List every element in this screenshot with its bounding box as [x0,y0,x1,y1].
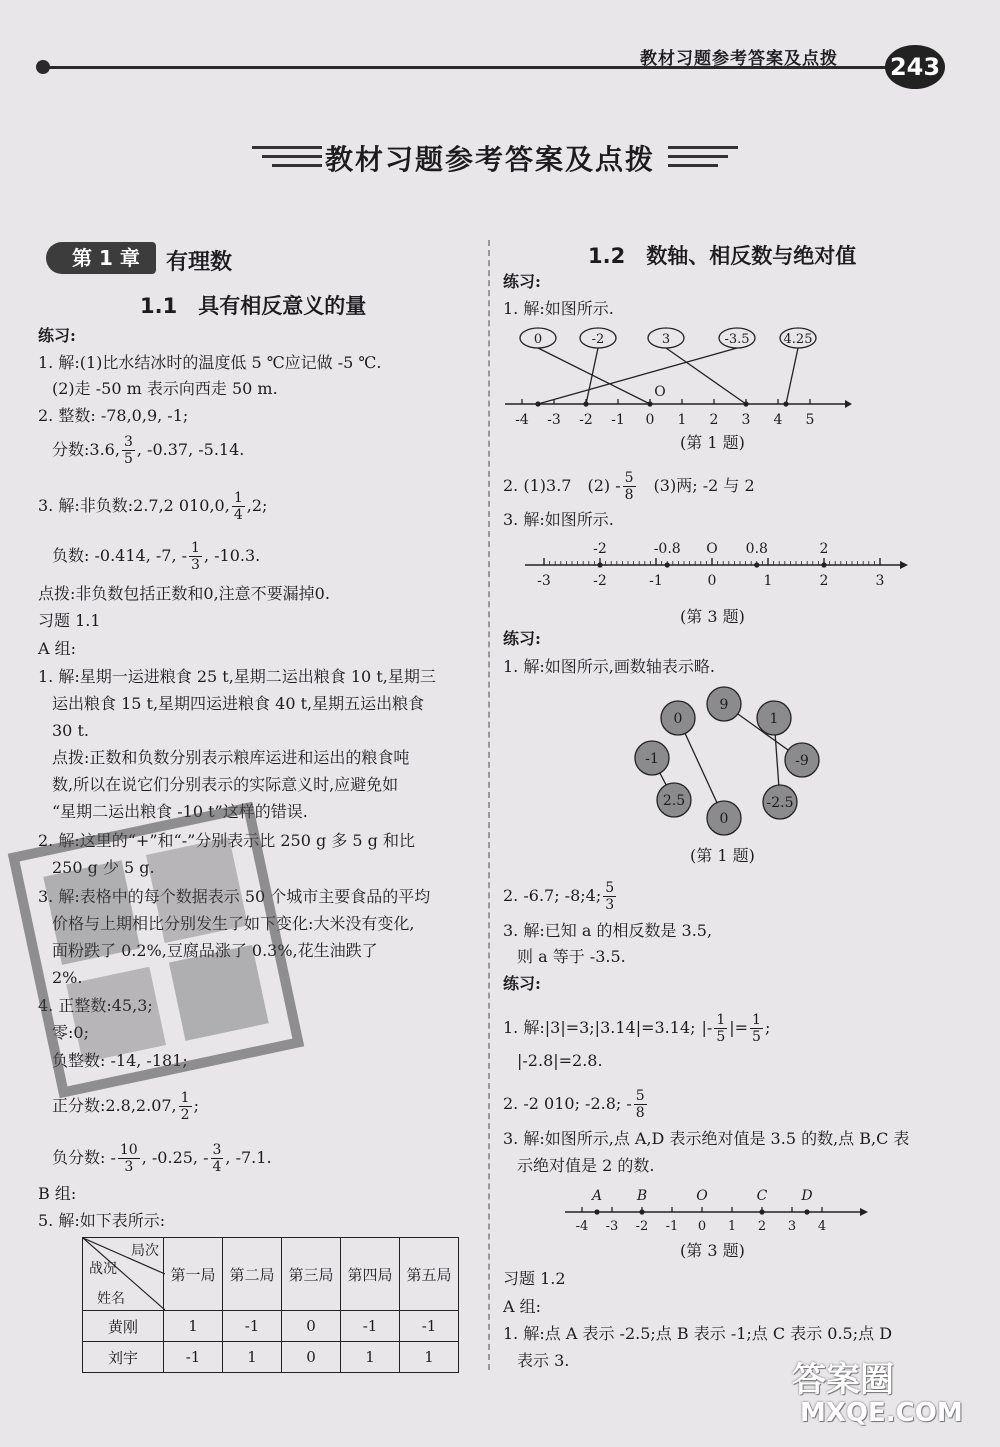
fraction: $\frac{3}{5}$ [123,434,133,467]
text-line: 4. 正整数:45,3; [38,996,153,1015]
tick-label: -2 [635,1219,649,1234]
text: 分数:3.6, [52,440,120,459]
point-label: C [756,1188,768,1204]
column-divider [488,240,490,1370]
text-line: B 组: [38,1184,77,1203]
text-line-with-fraction: 2. (1)3.7 (2) - $\frac{5}{8}$ (3)两; -2 与 2 [503,470,755,503]
text-line: 2. 整数: -78,0,9, -1; [38,406,189,425]
table-header: 第二局 [223,1238,282,1311]
section-title-1-2: 1.2 数轴、相反数与绝对值 [588,244,857,268]
mapping-line [538,348,737,404]
figure-caption: (第 1 题) [690,846,755,865]
corner-watermark-url: MXQE.COM [800,1398,963,1428]
text-line: 5. 解:如下表所示: [38,1211,166,1230]
figure-3-absolute-value-line [560,1178,880,1234]
stamp-watermark [0,772,334,1128]
table-cell: 1 [223,1342,282,1373]
tick-label: 3 [741,412,751,428]
text-line: 250 g 少 5 g. [52,858,155,877]
text-line-with-fraction: 3. 解:非负数:2.7,2 010,0, $\frac{1}{4}$ ,2; [38,490,268,523]
bubble-label: 4.25 [783,332,813,347]
text-line: 练习: [503,629,541,648]
axis-arrow [900,561,908,569]
tick-label: -3 [605,1219,619,1234]
figure-caption: (第 1 题) [680,433,745,452]
text-line: A 组: [38,639,77,658]
tick-label: 1 [677,412,687,428]
table-corner-cell [83,1238,164,1311]
table-header: 第五局 [400,1238,459,1311]
text-line: |-2.8|=2.8. [517,1051,603,1070]
text-line: 负整数: -14, -181; [52,1051,188,1070]
table-cell: -1 [400,1311,459,1342]
point-dot [665,562,670,567]
table-row [83,1342,459,1373]
text-line-with-fraction: 1. 解:|3|=3;|3.14|=3.14; |- $\frac{1}{5}$ |= $\frac{1}{5}$ ; [503,1012,771,1045]
text-line: 点拨:正数和负数分别表示粮库运进和运出的粮食吨 [52,748,410,767]
node-label: -1 [645,751,659,767]
text-line-with-fraction: 2. -2 010; -2.8; - $\frac{5}{8}$ [503,1088,645,1121]
text-line-with-fraction: 2. -6.7; -8;4; $\frac{5}{3}$ [503,880,615,913]
table-cell: 1 [341,1342,400,1373]
bubble-label: -3.5 [724,332,750,347]
point-dot [597,562,602,567]
table-row [83,1311,459,1342]
tick-label: -2 [579,412,593,428]
point-label: 2 [819,541,829,557]
tick-label: -1 [665,1219,679,1234]
axis-arrow [860,1208,868,1216]
mapping-line [586,348,598,404]
table-header: 第三局 [282,1238,341,1311]
point-label: D [801,1188,813,1204]
tick-label: -2 [593,573,607,589]
figure-1-number-line [500,320,860,430]
table-header: 第四局 [341,1238,400,1311]
node-label: 2.5 [662,793,686,809]
fraction: $\frac{1}{4}$ [233,490,243,523]
point-dot [583,401,588,406]
chapter-title: 有理数 [166,250,233,275]
point-label: B [636,1188,648,1204]
tick-label: 3 [787,1219,797,1234]
table-header: 第一局 [164,1238,223,1311]
bubble-label: 3 [661,332,671,347]
point-dot [647,401,652,406]
node-label: 0 [673,711,683,727]
tick-label: 0 [645,412,655,428]
node-label: -9 [795,753,809,769]
tick-label: -4 [575,1219,589,1234]
point-dot [743,401,748,406]
text-line: 练习: [503,272,541,291]
table-cell: 0 [282,1311,341,1342]
text-line-with-fraction: 正分数:2.8,2.07, $\frac{1}{2}$ ; [52,1090,199,1123]
table-cell: 0 [282,1342,341,1373]
text-line: 习题 1.1 [38,611,101,630]
fraction: $\frac{1}{3}$ [191,540,200,573]
figure-circle-pairs [620,680,830,840]
point-label: A [591,1188,603,1204]
figure-3-number-line [520,535,920,600]
table-cell: -1 [341,1311,400,1342]
figure-caption: (第 3 题) [680,1241,745,1260]
tick-label: 0 [707,573,717,589]
text-line: 3. 解:如图所示,点 A,D 表示绝对值是 3.5 的数,点 B,C 表 [503,1129,910,1148]
tick-label: 3 [875,573,885,589]
text-line: 练习: [503,974,541,993]
point-dot [535,401,540,406]
tick-label: 1 [763,573,773,589]
text-line-with-fraction [52,434,244,467]
corner-label-bottom: 姓名 [97,1291,125,1307]
text-line: 则 a 等于 -3.5. [517,947,626,966]
text-line: 运出粮食 15 t,星期四运进粮食 40 t,星期五运出粮食 [52,694,425,713]
tick-label: -4 [515,412,529,428]
fraction: $\frac{5}{8}$ [635,1088,645,1121]
point-dot [759,1209,764,1214]
point-label: 0.8 [745,541,768,557]
page-number: 243 [885,45,945,89]
tick-label: 2 [757,1219,767,1234]
text-line: 1. 解:如图所示. [503,299,614,318]
running-title: 教材习题参考答案及点拨 [640,49,838,69]
node-label: -2.5 [766,795,794,811]
text-line: 练习: [38,326,76,345]
node-label: 9 [719,697,729,713]
table-cell: 刘宇 [83,1342,164,1373]
text: , -0.37, -5.14. [136,440,245,459]
bubble-label: -2 [591,332,605,347]
text-line: 30 t. [52,721,89,740]
tick-label: 5 [805,412,815,428]
text-line: A 组: [503,1297,542,1316]
point-dot [821,562,826,567]
table-cell: -1 [164,1342,223,1373]
text-line: 数,所以在说它们分别表示的实际意义时,应避免如 [52,775,399,794]
score-table [82,1237,459,1373]
tick-label: 2 [819,573,829,589]
fraction: $\frac{1}{5}$ [752,1012,761,1045]
tick-label: -3 [537,573,551,589]
node-label: 1 [769,711,779,727]
text-line: 1. 解:如图所示,画数轴表示略. [503,657,715,676]
table-cell: 黄刚 [83,1311,164,1342]
text-line: 1. 解:(1)比水结冰时的温度低 5 ℃应记做 -5 ℃. [38,353,382,372]
text-line: 习题 1.2 [503,1269,566,1288]
fraction: $\frac{1}{2}$ [180,1090,190,1123]
text-line: 2%. [52,968,83,987]
point-dot [639,1209,644,1214]
text-line: 价格与上期相比分别发生了如下变化:大米没有变化, [52,914,415,933]
text-line: 3. 解:已知 a 的相反数是 3.5, [503,921,713,940]
chapter-badge: 第 1 章 [46,242,156,274]
text-line: 3. 解:表格中的每个数据表示 50 个城市主要食品的平均 [38,887,431,906]
point-dot [754,562,759,567]
text-line: 2. 解:这里的“+”和“-”分别表示比 250 g 多 5 g 和比 [38,831,415,850]
corner-label-mid: 战况 [89,1261,117,1277]
fraction: $\frac{10}{3}$ [119,1142,138,1175]
tick-label: 2 [709,412,719,428]
mapping-line [538,348,650,404]
tick-label: 4 [773,412,783,428]
point-label: O [696,1188,708,1204]
point-dot [804,1209,809,1214]
section-title-1-1: 1.1 具有相反意义的量 [140,294,367,318]
table-cell: -1 [223,1311,282,1342]
table-cell: 1 [164,1311,223,1342]
origin-label: O [654,384,666,400]
axis-arrow [845,400,852,408]
text-line: 3. 解:如图所示. [503,510,614,529]
bubble-label: 0 [533,332,543,347]
point-dot [594,1209,599,1214]
tick-label: 0 [697,1219,707,1234]
tick-label: 4 [817,1219,827,1234]
page-title: 教材习题参考答案及点拨 [324,143,655,176]
point-label: -0.8 [653,541,681,557]
point-label: -2 [593,541,607,557]
figure-caption: (第 3 题) [680,607,745,626]
fraction: $\frac{5}{3}$ [605,880,615,913]
tick-label: -3 [547,412,561,428]
text-line: 点拨:非负数包括正数和0,注意不要漏掉0. [38,584,330,603]
text-line: 1. 解:点 A 表示 -2.5;点 B 表示 -1;点 C 表示 0.5;点 D [503,1324,893,1343]
text-line: 面粉跌了 0.2%,豆腐品涨了 0.3%,花生油跌了 [52,941,378,960]
text-line-with-fraction: 负分数: - $\frac{10}{3}$ , -0.25, - $\frac{3}{4}$ , -7.1. [52,1142,272,1175]
node-label: 0 [719,811,729,827]
fraction: $\frac{5}{8}$ [624,470,634,503]
corner-watermark-logo: 答案圈 [792,1360,894,1400]
fraction: $\frac{1}{5}$ [716,1012,726,1045]
corner-label-top: 局次 [131,1243,159,1259]
text-line: 示绝对值是 2 的数. [517,1156,655,1175]
text-line: 表示 3. [517,1351,570,1370]
text-line: 零:0; [52,1023,89,1042]
tick-label: 1 [727,1219,737,1234]
fraction: $\frac{3}{4}$ [212,1142,222,1175]
text-line-with-fraction: 负数: -0.414, -7, - $\frac{1}{3}$ , -10.3. [52,540,261,573]
tick-label: -1 [649,573,663,589]
text-line: “星期二运出粮食 -10 t”这样的错误. [52,802,308,821]
tick-label: -1 [611,412,625,428]
point-dot [783,401,788,406]
text-line: (2)走 -50 m 表示向西走 50 m. [52,379,278,398]
point-label: O [706,541,718,557]
text-line: 1. 解:星期一运进粮食 25 t,星期二运出粮食 10 t,星期三 [38,667,436,686]
table-cell: 1 [400,1342,459,1373]
mapping-line [786,348,798,404]
